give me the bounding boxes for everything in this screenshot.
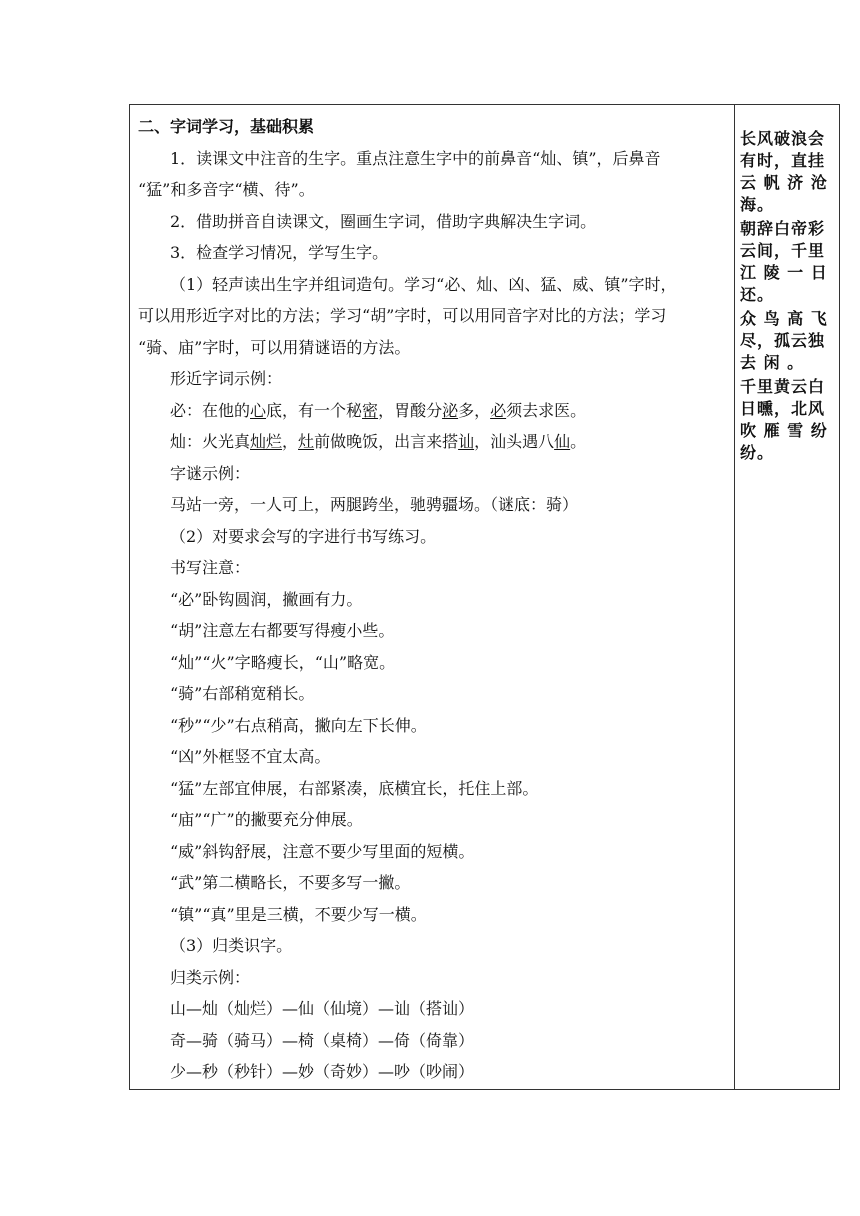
side-line: 海。 — [740, 195, 775, 214]
underlined-char: 泌 — [442, 401, 459, 420]
riddle-text: 马站一旁，一人可上，两腿跨坐，驰骋疆场。（谜底：骑） — [170, 495, 579, 514]
paragraph-4c: “骑、庙”字时，可以用猜谜语的方法。 — [138, 338, 411, 357]
paragraph-5: （2）对要求会写的字进行书写练习。 — [170, 527, 437, 546]
paragraph-1b: “猛”和多音字“横、待”。 — [138, 180, 315, 199]
writing-note-11: “镇”“真”里是三横，不要少写一横。 — [170, 905, 427, 924]
writing-note-2: “胡”注意左右都要写得瘦小些。 — [170, 621, 395, 640]
side-line: 吹 雁 雪 纷 — [740, 421, 828, 440]
side-line: 江 陵 一 日 — [740, 263, 828, 282]
text: ，汕头遇八 — [474, 432, 555, 451]
example-bi — [170, 401, 762, 421]
text: 多， — [458, 401, 491, 420]
underlined-char: 仙 — [554, 432, 571, 451]
text: ，胃酸分 — [378, 401, 443, 420]
similar-words-title: 形近字词示例： — [170, 369, 283, 388]
writing-note-3: “灿”“火”字略瘦长，“山”略宽。 — [170, 653, 396, 672]
side-line: 有时，直挂 — [740, 151, 826, 170]
underlined-word: 灿烂 — [250, 432, 283, 451]
paragraph-1a: 1．读课文中注音的生字。重点注意生字中的前鼻音“灿、镇”，后鼻音 — [170, 149, 661, 168]
text: 。 — [570, 432, 587, 451]
writing-note-10: “武”第二横略长，不要多写一撇。 — [170, 873, 411, 892]
side-line: 云 帆 济 沧 — [740, 173, 828, 192]
classify-example-3: 少—秒（秒针）—妙（奇妙）—吵（吵闹） — [170, 1062, 475, 1081]
underlined-char: 密 — [362, 401, 379, 420]
text: ， — [282, 432, 299, 451]
side-line: 纷。 — [740, 443, 775, 462]
paragraph-4b: 可以用形近字对比的方法；学习“胡”字时，可以用同音字对比的方法；学习 — [138, 306, 667, 325]
side-line: 日曛，北风 — [740, 399, 826, 418]
side-line: 长风破浪会 — [740, 129, 826, 148]
writing-note-8: “庙”“广”的撇要充分伸展。 — [170, 810, 363, 829]
side-line: 千里黄云白 — [740, 377, 826, 396]
paragraph-6: （3）归类识字。 — [170, 936, 293, 955]
writing-note-9: “威”斜钩舒展，注意不要少写里面的短横。 — [170, 842, 475, 861]
side-line: 尽，孤云独 — [740, 331, 826, 350]
writing-note-1: “必”卧钩圆润，撇画有力。 — [170, 590, 363, 609]
side-line: 朝辞白帝彩 — [740, 219, 826, 238]
writing-note-5: “秒”“少”右点稍高，撇向左下长伸。 — [170, 716, 427, 735]
underlined-char: 必 — [490, 401, 507, 420]
text: 必：在他的 — [170, 401, 251, 420]
writing-note-6: “凶”外框竖不宜太高。 — [170, 747, 331, 766]
writing-note-7: “猛”左部宜伸展，右部紧凑，底横宜长，托住上部。 — [170, 779, 539, 798]
text: 底，有一个秘 — [266, 401, 363, 420]
text: 灿：火光真 — [170, 432, 251, 451]
paragraph-2: 2．借助拼音自读课文，圈画生字词，借助字典解决生字词。 — [170, 212, 597, 231]
section-heading: 二、字词学习，基础积累 — [138, 117, 315, 136]
classify-title: 归类示例： — [170, 968, 251, 987]
text: 前做晚饭，出言来搭 — [314, 432, 459, 451]
underlined-char: 讪 — [458, 432, 475, 451]
side-line: 还。 — [740, 285, 775, 304]
underlined-char: 灶 — [298, 432, 315, 451]
classify-example-1: 山—灿（灿烂）—仙（仙境）—讪（搭讪） — [170, 999, 475, 1018]
text: 须去求医。 — [506, 401, 587, 420]
writing-title: 书写注意： — [170, 558, 251, 577]
lesson-table — [129, 104, 840, 1090]
side-line: 众 鸟 高 飞 — [740, 309, 828, 328]
side-line: 云间，千里 — [740, 241, 826, 260]
paragraph-4a: （1）轻声读出生字并组词造句。学习“必、灿、凶、猛、威、镇”字时， — [170, 275, 677, 294]
example-can — [170, 432, 762, 452]
paragraph-3: 3．检查学习情况，学写生字。 — [170, 243, 389, 262]
classify-example-2: 奇—骑（骑马）—椅（桌椅）—倚（倚靠） — [170, 1031, 475, 1050]
riddle-title: 字谜示例： — [170, 464, 251, 483]
writing-note-4: “骑”右部稍宽稍长。 — [170, 684, 315, 703]
side-line: 去 闲 。 — [740, 353, 805, 372]
underlined-char: 心 — [250, 401, 267, 420]
